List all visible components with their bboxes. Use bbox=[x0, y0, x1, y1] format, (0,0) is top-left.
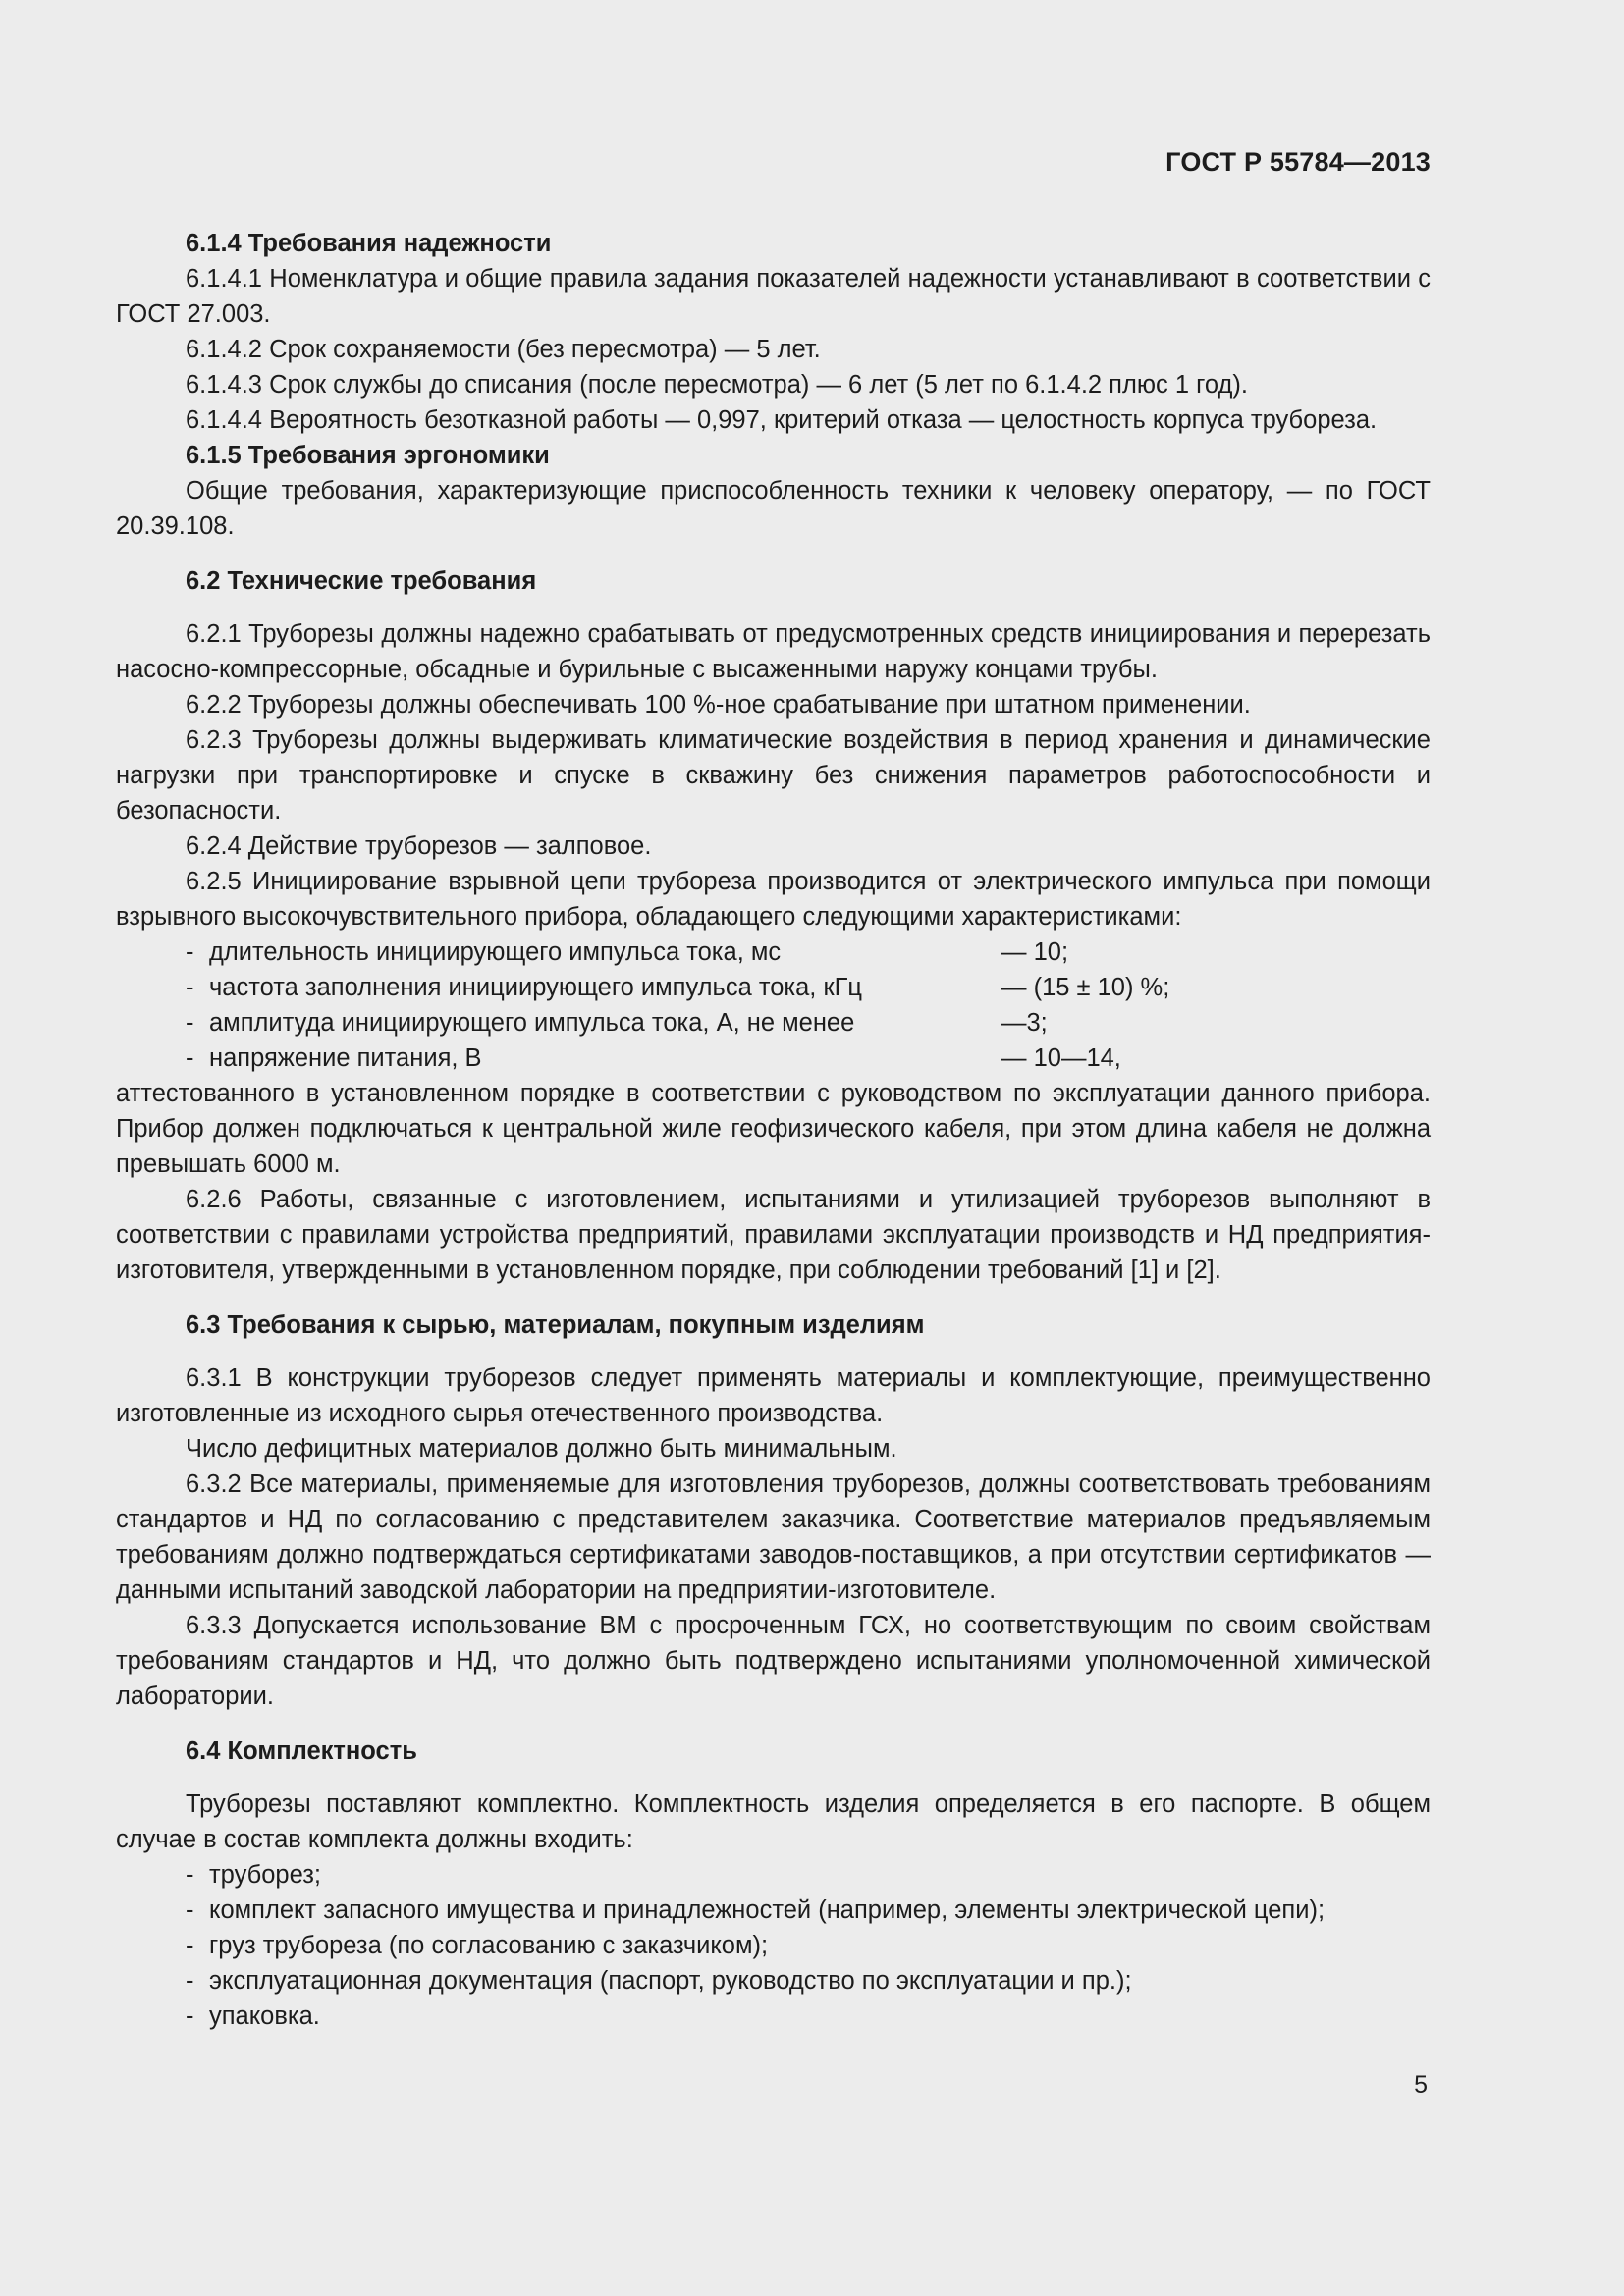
list-item-text: груз трубореза (по согласованию с заказчиком); bbox=[209, 1932, 769, 1959]
section-title-6-1-4: 6.1.4 Требования надежности bbox=[186, 230, 552, 257]
paragraph-6-1-4-1: 6.1.4.1 Номенклатура и общие правила задания показателей надежности устанавливают в соответствии с ГОСТ 27.003. bbox=[116, 265, 1431, 328]
paragraph-6-3-1-note: Число дефицитных материалов должно быть минимальным. bbox=[186, 1435, 897, 1463]
spec-row bbox=[116, 970, 1431, 1005]
section-title-6-1-5: 6.1.5 Требования эргономики bbox=[186, 442, 550, 469]
list-item bbox=[116, 1928, 1431, 1963]
page-content bbox=[116, 226, 1431, 2034]
paragraph-6-3-1: 6.3.1 В конструкции труборезов следует применять материалы и комплектующие, преимущественно изготовленные из исходного сырья отечественного производства. bbox=[116, 1364, 1431, 1427]
spec-label: напряжение питания, В bbox=[209, 1044, 482, 1072]
spec-row bbox=[116, 934, 1431, 970]
spec-value: — 10—14, bbox=[1001, 1044, 1121, 1072]
list-item-text: комплект запасного имущества и принадлежностей (например, элементы электрической цепи); bbox=[209, 1896, 1326, 1924]
list-marker: - bbox=[186, 1009, 194, 1037]
paragraph-6-3-3: 6.3.3 Допускается использование ВМ с просроченным ГСХ, но соответствующим по своим свойствам требованиям стандартов и НД, что должно быть подтверждено испытаниями уполномоченной химической лаборатории. bbox=[116, 1612, 1431, 1710]
spec-value: —3; bbox=[1001, 1009, 1048, 1037]
section-title-6-4: 6.4 Комплектность bbox=[186, 1737, 417, 1765]
paragraph-6-1-4-2: 6.1.4.2 Срок сохраняемости (без пересмотра) — 5 лет. bbox=[186, 336, 821, 363]
spec-row bbox=[116, 1005, 1431, 1041]
paragraph-6-2-4: 6.2.4 Действие труборезов — залповое. bbox=[186, 832, 652, 860]
paragraph-6-2-6: 6.2.6 Работы, связанные с изготовлением, испытаниями и утилизацией труборезов выполняют в соответствии с правилами устройства предприятий, правилами эксплуатации производств и НД предприятия-изготовителя, утвержденными в установленном порядке, при соблюдении требований [1] и [2]. bbox=[116, 1186, 1431, 1284]
spec-label: частота заполнения инициирующего импульса тока, кГц bbox=[209, 974, 863, 1001]
list-item bbox=[116, 1893, 1431, 1928]
spec-value: — (15 ± 10) %; bbox=[1001, 974, 1170, 1001]
section-title-6-3: 6.3 Требования к сырью, материалам, покупным изделиям bbox=[186, 1311, 925, 1339]
paragraph-6-2-3: 6.2.3 Труборезы должны выдерживать климатические воздействия в период хранения и динамические нагрузки при транспортировке и спуске в скважину без снижения параметров работоспособности и безопасности. bbox=[116, 726, 1431, 825]
section-title-6-2: 6.2 Технические требования bbox=[186, 567, 537, 595]
list-item-text: упаковка. bbox=[209, 2002, 320, 2030]
paragraph-6-1-5: Общие требования, характеризующие приспособленность техники к человеку оператору, — по ГОСТ 20.39.108. bbox=[116, 477, 1431, 540]
paragraph-6-2-5: 6.2.5 Инициирование взрывной цепи трубореза производится от электрического импульса при помощи взрывного высокочувствительного прибора, обладающего следующими характеристиками: bbox=[116, 868, 1431, 931]
list-marker: - bbox=[186, 1044, 194, 1072]
spec-label: амплитуда инициирующего импульса тока, А, не менее bbox=[209, 1009, 855, 1037]
list-marker: - bbox=[186, 1861, 194, 1889]
paragraph-6-2-2: 6.2.2 Труборезы должны обеспечивать 100 %-ное срабатывание при штатном применении. bbox=[186, 691, 1251, 719]
list-item bbox=[116, 1963, 1431, 1999]
paragraph-6-3-2: 6.3.2 Все материалы, применяемые для изготовления труборезов, должны соответствовать требованиям стандартов и НД по согласованию с представителем заказчика. Соответствие материалов предъявляемым требованиям должно подтверждаться сертификатами заводов-поставщиков, а при отсутствии сертификатов — данными испытаний заводской лаборатории на предприятии-изготовителе. bbox=[116, 1470, 1431, 1604]
list-item-text: эксплуатационная документация (паспорт, руководство по эксплуатации и пр.); bbox=[209, 1967, 1132, 1995]
paragraph-6-1-4-4: 6.1.4.4 Вероятность безотказной работы — 0,997, критерий отказа — целостность корпуса труборезa. bbox=[186, 406, 1378, 434]
list-marker: - bbox=[186, 938, 194, 966]
paragraph-6-2-1: 6.2.1 Труборезы должны надежно срабатывать от предусмотренных средств инициирования и перерезать насосно-компрессорные, обсадные и бурильные с высаженными наружу концами трубы. bbox=[116, 620, 1431, 683]
list-item-text: труборез; bbox=[209, 1861, 321, 1889]
document-id: ГОСТ Р 55784—2013 bbox=[1165, 147, 1431, 177]
spec-row bbox=[116, 1041, 1431, 1076]
page-number: 5 bbox=[1414, 2071, 1428, 2099]
spec-value: — 10; bbox=[1001, 938, 1069, 966]
list-marker: - bbox=[186, 1932, 194, 1959]
list-marker: - bbox=[186, 1967, 194, 1995]
list-item bbox=[116, 1857, 1431, 1893]
paragraph-6-2-5-continued: аттестованного в установленном порядке в соответствии с руководством по эксплуатации данного прибора. Прибор должен подключаться к центральной жиле геофизического кабеля, при этом длина кабеля не должна превышать 6000 м. bbox=[116, 1080, 1431, 1178]
list-marker: - bbox=[186, 974, 194, 1001]
list-item bbox=[116, 1999, 1431, 2034]
list-marker: - bbox=[186, 1896, 194, 1924]
paragraph-6-1-4-3: 6.1.4.3 Срок службы до списания (после пересмотра) — 6 лет (5 лет по 6.1.4.2 плюс 1 год). bbox=[186, 371, 1248, 399]
spec-label: длительность инициирующего импульса тока, мс bbox=[209, 938, 782, 966]
list-marker: - bbox=[186, 2002, 194, 2030]
paragraph-6-4: Труборезы поставляют комплектно. Комплектность изделия определяется в его паспорте. В общем случае в состав комплекта должны входить: bbox=[116, 1790, 1431, 1853]
